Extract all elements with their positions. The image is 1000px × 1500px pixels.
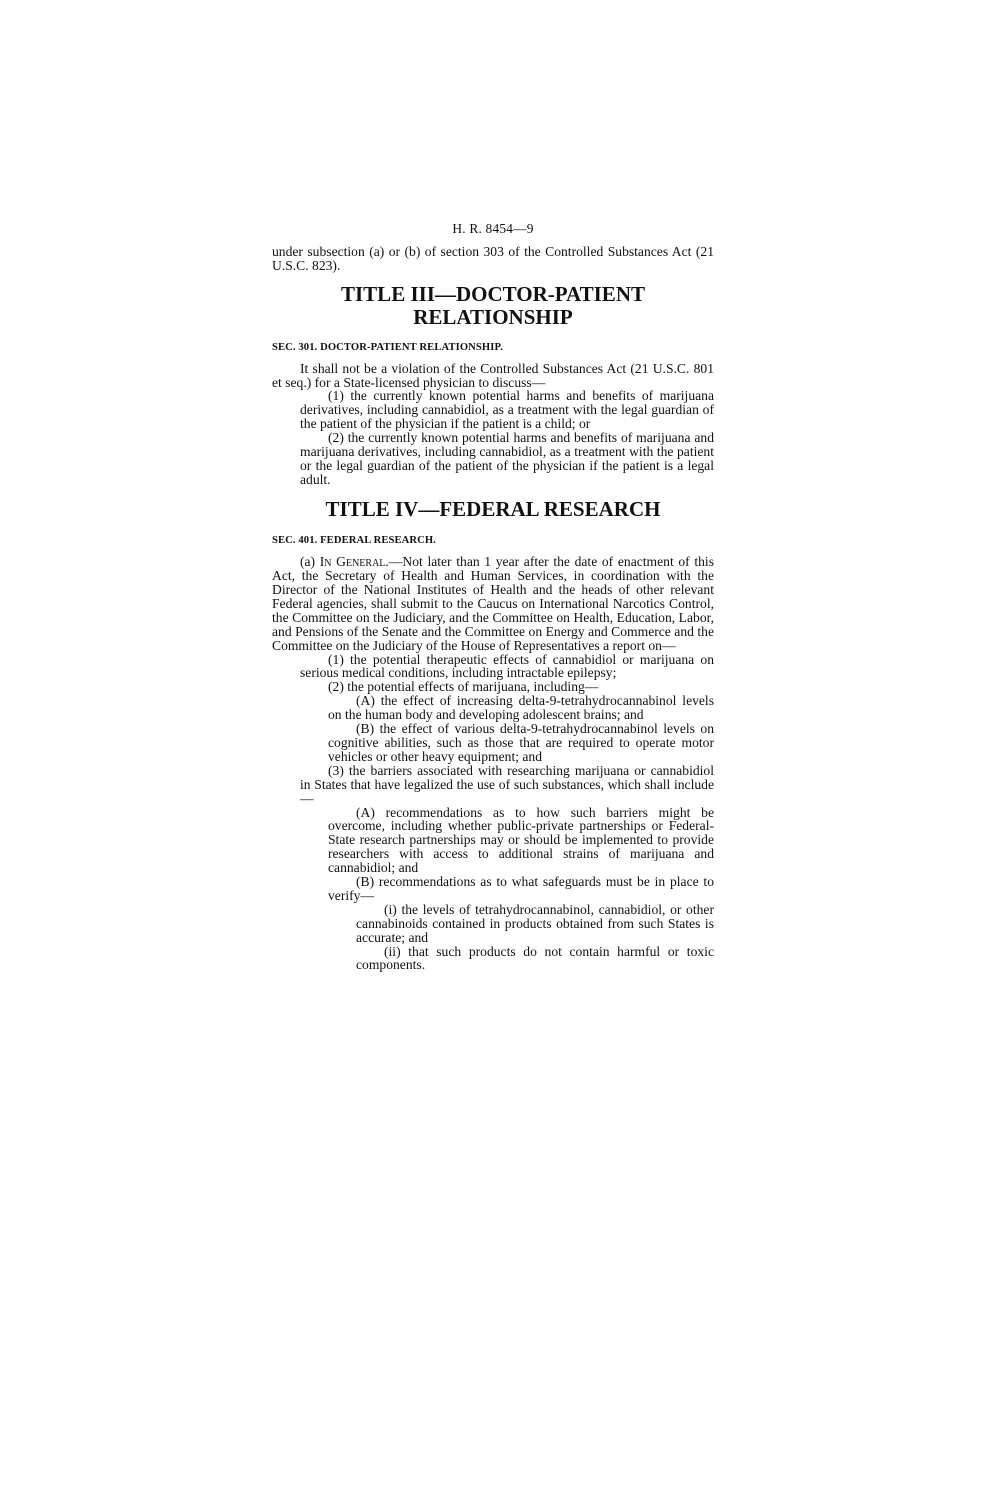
sec-301-paragraph-2: (2) the currently known potential harms and benefits of marijuana and marijuana derivatives, including cannabidiol, as a treatment with the patient or the legal guardian of the patient of the physician if the patient is a legal adult. [300, 430, 714, 487]
sec-401-clause-i: (i) the levels of tetrahydrocannabinol, cannabidiol, or other cannabinoids contained in products obtained from such States is accurate; and [356, 901, 714, 945]
sec-401-paragraph-3-B: (B) recommendations as to what safeguards must be in place to verify— [328, 874, 714, 903]
continuation-text: under subsection (a) or (b) of section 303 of the Controlled Substances Act (21 U.S.C. 823). [272, 243, 714, 273]
title-iv-line-1: TITLE IV—FEDERAL RESEARCH [325, 496, 661, 521]
subsection-a-caption: In General [319, 554, 386, 570]
subsection-a-text: .—Not later than 1 year after the date of enactment of this Act, the Secretary of Health and Human Services, in coordination with the Director of the National Institutes of Health and the heads of other relevant Federal agencies, shall submit to the Caucus on International Narcotics Control, the Committee on the Judiciary, and the Committee on Health, Education, Labor, and Pensions of the Senate and the Committee on Energy and Commerce and the Committee on the Judiciary of the House of Representatives a report on— [272, 554, 714, 653]
sec-301-heading: SEC. 301. DOCTOR-PATIENT RELATIONSHIP. [272, 341, 503, 353]
bill-page [272, 222, 714, 972]
title-iii-heading [272, 283, 714, 330]
sec-401-paragraph-2-A: (A) the effect of increasing delta-9-tetrahydrocannabinol levels on the human body and developing adolescent brains; and [328, 693, 714, 723]
subsection-a-label: (a) [300, 554, 320, 570]
sec-301-paragraph-1: (1) the currently known potential harms and benefits of marijuana derivatives, including cannabidiol, as a treatment with the legal guardian of the patient of the physician if the patient is a child; or [300, 388, 714, 432]
sec-401-paragraph-2-B: (B) the effect of various delta-9-tetrahydrocannabinol levels on cognitive abilities, such as those that are required to operate motor vehicles or other heavy equipment; and [328, 721, 714, 764]
sec-401-clause-ii: (ii) that such products do not contain harmful or toxic components. [356, 943, 714, 973]
title-iv-heading [272, 498, 714, 522]
sec-301-intro: It shall not be a violation of the Controlled Substances Act (21 U.S.C. 801 et seq.) for a State-licensed physician to discuss— [272, 360, 714, 390]
sec-401-paragraph-2: (2) the potential effects of marijuana, including— [328, 679, 599, 695]
sec-401-paragraph-3-A: (A) recommendations as to how such barriers might be overcome, including whether public-private partnerships or Federal-State research partnerships may or should be implemented to provide researchers with access to additional strains of marijuana and cannabidiol; and [328, 804, 714, 876]
title-iii-line-2: RELATIONSHIP [413, 305, 573, 330]
sec-401-paragraph-3: (3) the barriers associated with researching marijuana or cannabidiol in States that have legalized the use of such substances, which shall include— [300, 762, 714, 806]
running-head: H. R. 8454—9 [452, 221, 534, 236]
sec-401-heading: SEC. 401. FEDERAL RESEARCH. [272, 535, 436, 547]
sec-401-subsection-a [272, 555, 714, 652]
title-iii-line-1: TITLE III—DOCTOR-PATIENT [341, 281, 645, 306]
sec-401-paragraph-1: (1) the potential therapeutic effects of cannabidiol or marijuana on serious medical conditions, including intractable epilepsy; [300, 651, 714, 681]
